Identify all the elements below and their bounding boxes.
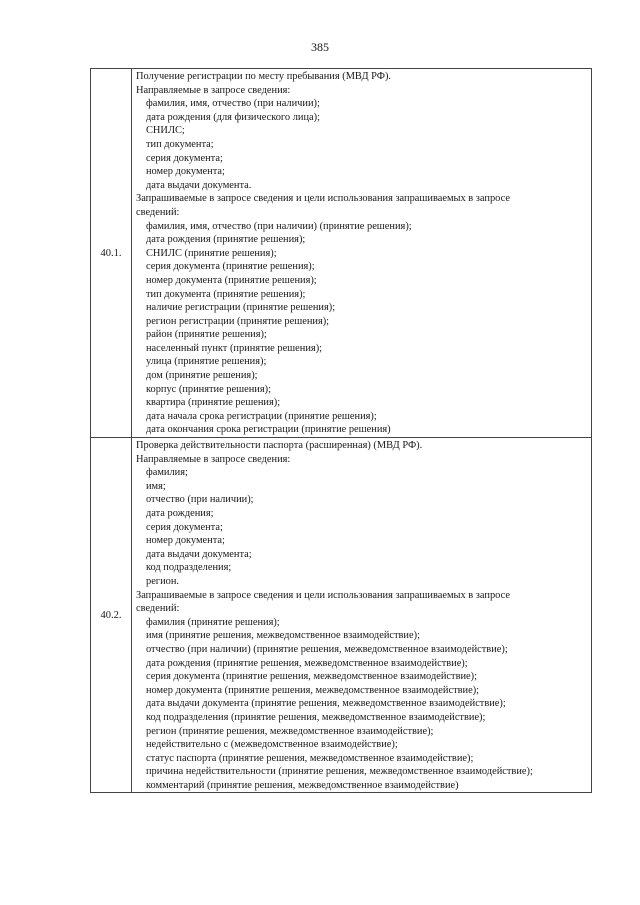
list-item: тип документа (принятие решения);	[146, 288, 306, 300]
list-item: населенный пункт (принятие решения);	[146, 342, 323, 354]
row-content	[132, 438, 592, 793]
list-item: номер документа;	[146, 166, 225, 178]
list-item: дата рождения (принятие решения);	[146, 234, 306, 246]
list-item: имя (принятие решения, межведомственное взаимодействие);	[146, 630, 420, 642]
list-item: код подразделения;	[146, 562, 232, 574]
list-item: номер документа (принятие решения, межведомственное взаимодействие);	[146, 684, 480, 696]
section-heading-line: Запрашиваемые в запросе сведения и цели использования запрашиваемых в запросе	[136, 193, 510, 205]
list-item: дата выдачи документа (принятие решения, межведомственное взаимодействие);	[146, 698, 506, 710]
list-item: причина недействительности (принятие решения, межведомственное взаимодействие);	[146, 766, 533, 778]
list-item: код подразделения (принятие решения, межведомственное взаимодействие);	[146, 711, 486, 723]
list-item: имя;	[146, 480, 166, 492]
list-item: фамилия (принятие решения);	[146, 616, 280, 628]
list-item: корпус (принятие решения);	[146, 383, 271, 395]
section-heading-line: сведений:	[136, 603, 180, 615]
list-item: отчество (при наличии) (принятие решения, межведомственное взаимодействие);	[146, 643, 508, 655]
list-item: серия документа;	[146, 521, 223, 533]
list-item: отчество (при наличии);	[146, 494, 254, 506]
table-row	[91, 69, 592, 438]
list-item: тип документа;	[146, 138, 214, 150]
table-row	[91, 438, 592, 793]
list-item: недействительно с (межведомственное взаимодействие);	[146, 739, 398, 751]
list-item: серия документа (принятие решения, межведомственное взаимодействие);	[146, 671, 477, 683]
list-item: регион (принятие решения, межведомственное взаимодействие);	[146, 725, 434, 737]
list-item: комментарий (принятие решения, межведомственное взаимодействие)	[146, 779, 459, 791]
list-item: улица (принятие решения);	[146, 356, 267, 368]
list-item: регион регистрации (принятие решения);	[146, 315, 330, 327]
row-content	[132, 69, 592, 438]
list-item: дата рождения (для физического лица);	[146, 111, 320, 123]
section-heading-line: Направляемые в запросе сведения:	[136, 84, 291, 96]
list-item: статус паспорта (принятие решения, межведомственное взаимодействие);	[146, 752, 474, 764]
list-item: дом (принятие решения);	[146, 370, 258, 382]
list-item: СНИЛС (принятие решения);	[146, 247, 277, 259]
list-item: фамилия, имя, отчество (при наличии);	[146, 98, 320, 110]
list-item: дата рождения (принятие решения, межведомственное взаимодействие);	[146, 657, 468, 669]
row-number: 40.1.	[91, 69, 132, 438]
list-item: номер документа (принятие решения);	[146, 274, 317, 286]
section-heading-line: Направляемые в запросе сведения:	[136, 453, 291, 465]
list-item: СНИЛС;	[146, 125, 185, 137]
list-item: регион.	[146, 575, 179, 587]
section-heading-line: Проверка действительности паспорта (расширенная) (МВД РФ).	[136, 440, 423, 452]
list-item: наличие регистрации (принятие решения);	[146, 302, 336, 314]
list-item: дата выдачи документа.	[146, 179, 252, 191]
section-heading-line: Получение регистрации по месту пребывания (МВД РФ).	[136, 71, 392, 82]
list-item: дата начала срока регистрации (принятие решения);	[146, 410, 377, 422]
page-number: 385	[311, 40, 329, 54]
list-item: квартира (принятие решения);	[146, 397, 281, 409]
list-item: серия документа;	[146, 152, 223, 164]
list-item: дата выдачи документа;	[146, 548, 252, 560]
list-item: фамилия;	[146, 467, 188, 479]
list-item: фамилия, имя, отчество (при наличии) (принятие решения);	[146, 220, 412, 232]
row-number: 40.2.	[91, 438, 132, 793]
list-item: район (принятие решения);	[146, 329, 267, 341]
section-heading-line: сведений:	[136, 206, 180, 218]
section-heading-line: Запрашиваемые в запросе сведения и цели использования запрашиваемых в запросе	[136, 589, 510, 601]
list-item: дата окончания срока регистрации (принятие решения)	[146, 424, 391, 436]
requirements-table	[90, 68, 592, 793]
list-item: серия документа (принятие решения);	[146, 261, 315, 273]
list-item: номер документа;	[146, 535, 225, 547]
list-item: дата рождения;	[146, 508, 214, 519]
